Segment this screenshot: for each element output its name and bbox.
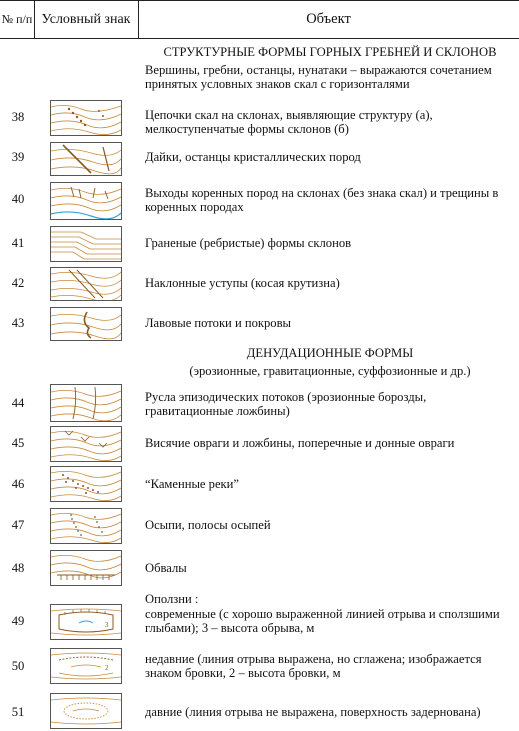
- row-description: современные (с хорошо выраженной линией отрыва и сползшими глыбами); 3 – высота обрыва, м: [145, 607, 500, 636]
- screes-icon: [50, 508, 122, 544]
- header-object: Объект: [306, 11, 351, 27]
- row-number: 51: [11, 705, 25, 719]
- inclined-ledges-icon: [50, 267, 122, 301]
- rockfalls-icon: [50, 550, 122, 586]
- hanging-ravines-icon: [50, 426, 122, 462]
- section-title-structural: СТРУКТУРНЫЕ ФОРМЫ ГОРНЫХ ГРЕБНЕЙ И СКЛОНОВ: [163, 45, 497, 59]
- row-description: Обвалы: [145, 561, 187, 575]
- row-description: Русла эпизодических потоков (эрозионные борозды, гравитационные ложбины): [145, 390, 427, 419]
- faceted-slopes-icon: [50, 226, 122, 262]
- stone-rivers-icon: [50, 466, 122, 502]
- dykes-icon: [50, 142, 122, 176]
- recent-past-landslide-icon: [50, 648, 122, 684]
- row-description: Наклонные уступы (косая крутизна): [145, 276, 340, 290]
- row-number: 48: [11, 561, 25, 575]
- row-description: Граненые (ребристые) формы склонов: [145, 236, 352, 250]
- row-description: Лавовые потоки и покровы: [145, 316, 291, 330]
- row-description: “Каменные реки”: [145, 477, 239, 491]
- row-number: 40: [11, 192, 25, 206]
- row-number: 44: [11, 396, 25, 410]
- header-symbol: Условный знак: [34, 1, 139, 38]
- landslide-height-label: 3: [105, 621, 109, 629]
- row-number: 39: [11, 150, 25, 164]
- rock-chains-icon: [50, 100, 122, 136]
- row-description: Висячие овраги и ложбины, поперечные и донные овраги: [145, 436, 455, 450]
- row-description: давние (линия отрыва не выражена, поверхность задернована): [145, 705, 481, 719]
- row-description: Дайки, останцы кристаллических пород: [145, 150, 361, 164]
- section-title-landslides: Оползни :: [145, 592, 199, 606]
- row-number: 50: [11, 659, 25, 673]
- episodic-channels-icon: [50, 384, 122, 422]
- row-number: 49: [11, 614, 25, 628]
- row-number: 45: [11, 436, 25, 450]
- ancient-landslide-icon: [50, 693, 122, 729]
- bedrock-outcrops-icon: [50, 182, 122, 220]
- row-number: 46: [11, 477, 25, 491]
- row-number: 38: [11, 110, 25, 124]
- row-description: Осыпи, полосы осыпей: [145, 518, 271, 532]
- row-number: 47: [11, 518, 25, 532]
- row-description: Выходы коренных пород на склонах (без знака скал) и трещины в коренных породах: [145, 186, 499, 215]
- row-description: недавние (линия отрыва выражена, но сглажена; изображается знаком бровки, 2 – высота бровки, м: [145, 652, 482, 681]
- landslide-height-label: 2: [105, 664, 109, 672]
- table-header: [0, 0, 519, 39]
- section-intro-structural: Вершины, гребни, останцы, нунатаки – выражаются сочетанием принятых условных знаков скал с горизонталями: [145, 63, 492, 92]
- row-number: 41: [11, 236, 25, 250]
- lava-flows-icon: [50, 307, 122, 341]
- row-description: Цепочки скал на склонах, выявляющие структуру (а), мелкоступенчатые формы склонов (б): [145, 108, 433, 137]
- row-number: 42: [11, 276, 25, 290]
- row-number: 43: [11, 316, 25, 330]
- section-title-denudation: ДЕНУДАЦИОННЫЕ ФОРМЫ: [246, 346, 414, 360]
- header-number: № п/п: [0, 1, 35, 38]
- recent-landslide-icon: [50, 604, 122, 640]
- section-subtitle-denudation: (эрозионные, гравитационные, суффозионные и др.): [189, 364, 471, 378]
